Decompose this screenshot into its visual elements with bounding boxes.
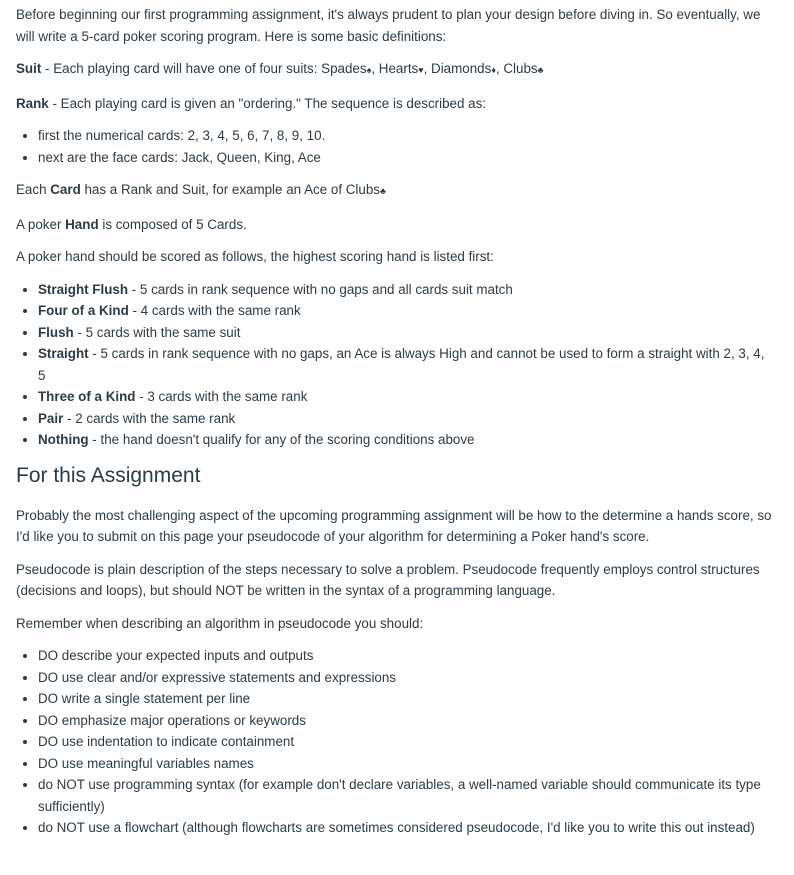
hand-desc: - 5 cards in rank sequence with no gaps and all cards suit match	[128, 281, 513, 297]
list-item	[38, 429, 774, 451]
list-item: • DO use indentation to indicate containment	[38, 731, 774, 753]
suit-sep-1: , Hearts	[371, 61, 419, 76]
hand-desc: - 4 cards with the same rank	[128, 303, 301, 318]
assignment-paragraph-3: Remember when describing an algorithm in pseudocode you should:	[16, 615, 424, 631]
suit-sep-3: , Clubs	[495, 61, 538, 76]
card-text-post: has a Rank and Suit, for example an Ace of Clubs	[80, 182, 380, 197]
hand-type: Three of a Kind	[38, 389, 136, 404]
hand-desc: - 5 cards in rank sequence with no gaps, an Ace is always High and cannot be used to form a straight with 2, 3, 4, 5	[38, 346, 765, 383]
hand-text-pre: A poker	[16, 216, 66, 232]
heart-icon: ♥	[418, 65, 424, 75]
list-item	[38, 322, 774, 344]
list-item: • DO describe your expected inputs and outputs	[38, 645, 774, 667]
list-item: • next are the face cards: Jack, Queen, King, Ace	[38, 147, 774, 169]
intro-paragraph: Before beginning our first programming assignment, it's always prudent to plan your design before diving in. So eventually, we will write a 5-card poker scoring program. Here is some basic definitions:	[16, 7, 761, 44]
hand-desc: - 5 cards with the same suit	[73, 324, 241, 340]
list-item: • DO write a single statement per line	[38, 688, 774, 710]
diamond-icon: ♦	[491, 65, 496, 75]
list-item	[38, 386, 774, 408]
assignment-paragraph-1: Probably the most challenging aspect of the upcoming programming assignment will be how to the determine a hands score, so I'd like you to submit on this page your pseudocode of your algorithm for determining a Poker hand's score.	[16, 507, 772, 544]
hand-type: Four of a Kind	[38, 303, 129, 318]
rank-text: - Each playing card is given an "ordering." The sequence is described as:	[48, 95, 487, 111]
scoring-intro: A poker hand should be scored as follows, the highest scoring hand is listed first:	[16, 249, 494, 264]
suit-text: - Each playing card will have one of four suits: Spades	[41, 61, 367, 76]
hand-type: Straight	[38, 346, 89, 361]
assignment-paragraph-2: Pseudocode is plain description of the steps necessary to solve a problem. Pseudocode frequently employs control structures (decisions and loops), but should NOT be written in the syntax of a programming language.	[16, 561, 760, 598]
club-icon: ♣	[537, 65, 544, 75]
card-text-pre: Each	[16, 182, 51, 197]
hand-definition	[16, 214, 774, 236]
rank-term: Rank	[16, 95, 49, 111]
list-item: • DO emphasize major operations or keywords	[38, 710, 774, 732]
suit-sep-2: , Diamonds	[423, 61, 492, 76]
hand-term: Hand	[65, 216, 99, 232]
club-icon: ♣	[380, 186, 386, 196]
list-item: • first the numerical cards: 2, 3, 4, 5, 6, 7, 8, 9, 10.	[38, 125, 774, 147]
hand-text-post: is composed of 5 Cards.	[98, 216, 247, 232]
list-item: • do NOT use a flowchart (although flowcharts are sometimes considered pseudocode, I'd like you to write this out instead)	[38, 817, 774, 839]
list-item	[38, 300, 774, 322]
scoring-list	[16, 279, 774, 451]
hand-type: Straight Flush	[38, 281, 129, 297]
list-item	[38, 279, 774, 301]
hand-type: Flush	[38, 324, 74, 340]
hand-desc: - the hand doesn't qualify for any of the scoring conditions above	[88, 432, 475, 447]
hand-type: Pair	[38, 410, 64, 426]
list-item: • do NOT use programming syntax (for example don't declare variables, a well-named variable should communicate its type sufficiently)	[38, 774, 774, 817]
hand-desc: - 2 cards with the same rank	[63, 410, 236, 426]
suit-definition	[16, 58, 774, 82]
suit-term: Suit	[16, 61, 42, 76]
hand-desc: - 3 cards with the same rank	[135, 389, 308, 404]
card-term: Card	[50, 182, 81, 197]
list-item	[38, 408, 774, 430]
rank-list	[16, 125, 774, 168]
card-definition	[16, 179, 774, 203]
rank-definition	[16, 93, 774, 115]
hand-type: Nothing	[38, 432, 89, 447]
list-item	[38, 343, 774, 386]
list-item: • DO use meaningful variables names	[38, 753, 774, 775]
spade-icon: ♠	[366, 65, 372, 75]
section-heading: For this Assignment	[16, 463, 201, 487]
list-item: • DO use clear and/or expressive statements and expressions	[38, 667, 774, 689]
pseudocode-rules-list	[16, 645, 774, 839]
